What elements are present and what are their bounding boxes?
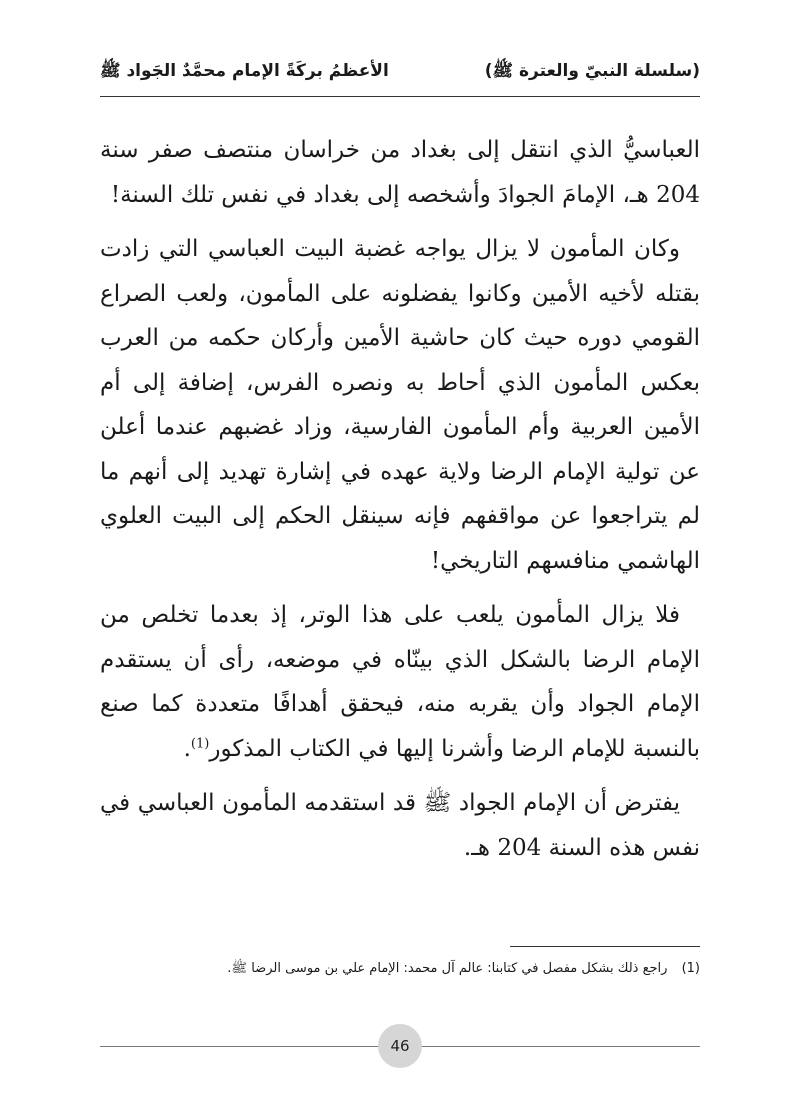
body-text <box>100 128 700 880</box>
footnote-text: راجع ذلك بشكل مفصل في كتابنا: عالم آل محمد: الإمام علي بن موسى الرضا ﷺ. <box>227 961 668 976</box>
paragraph-1: العباسيُّ الذي انتقل إلى بغداد من خراسان منتصف صفر سنة 204 هـ، الإمامَ الجوادَ وأشخصه إلى بغداد في نفس تلك السنة! <box>100 137 700 208</box>
paragraph-3-text: فلا يزال المأمون يلعب على هذا الوتر، إذ بعدما تخلص من الإمام الرضا بالشكل الذي بينّاه في موضعه، رأى أن يستقدم الإمام الجواد وأن يقربه منه، فيحقق أهدافًا متعددة كما صنع بالنسبة للإمام الرضا وأشرنا إليها في الكتاب المذكور <box>100 602 700 762</box>
page-number: 46 <box>378 1024 422 1068</box>
footnote <box>100 958 700 980</box>
paragraph-2: وكان المأمون لا يزال يواجه غضبة البيت العباسي التي زادت بقتله لأخيه الأمين وكانوا يفضلونه على المأمون، ولعب الصراع القومي دوره حيث كان حاشية الأمين وأركان حكمه من العرب بعكس المأمون الذي أحاط به ونصره الفرس، إضافة إلى أم الأمين العربية وأم المأمون الفارسية، وزاد غضبهم عندما أعلن عن تولية الإمام الرضا ولاية عهده في إشارة تهديد إلى أنهم ما لم يتراجعوا عن مواقفهم فإنه سينقل الحكم إلى البيت العلوي الهاشمي منافسهم التاريخي! <box>100 236 700 574</box>
footnote-number: (1) <box>681 961 700 976</box>
footnote-divider <box>510 946 700 947</box>
paragraph-3 <box>100 593 700 771</box>
footnote-reference[interactable]: (1) <box>190 735 210 751</box>
series-title: (سلسلة النبيّ والعترة ﷺ) <box>484 60 700 81</box>
paragraph-3-end: . <box>183 735 191 762</box>
header-divider <box>100 96 700 97</box>
paragraph-4: يفترض أن الإمام الجواد ﷺ قد استقدمه المأمون العباسي في نفس هذه السنة 204 هـ. <box>100 790 700 861</box>
running-header <box>100 52 700 92</box>
page-number-bar <box>100 1024 700 1068</box>
book-title: الأعظمُ بركَةً الإمام محمَّدٌ الجَواد ﷺ <box>100 60 389 81</box>
